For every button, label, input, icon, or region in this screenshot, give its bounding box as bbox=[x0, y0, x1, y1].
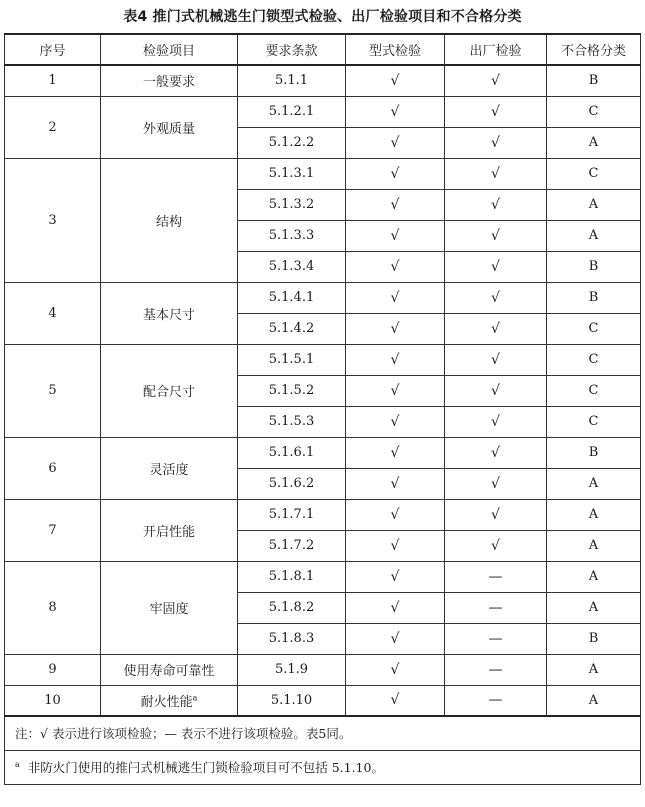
note-row bbox=[5, 716, 641, 750]
type-test-cell: √ bbox=[346, 437, 445, 468]
table-row bbox=[5, 654, 641, 685]
class-cell: C bbox=[547, 96, 641, 127]
row-number: 8 bbox=[5, 561, 101, 654]
clause-cell: 5.1.8.1 bbox=[238, 561, 346, 592]
clause-cell: 5.1.7.1 bbox=[238, 499, 346, 530]
class-cell: A bbox=[547, 468, 641, 499]
footnote-row bbox=[5, 750, 641, 784]
item-name: 一般要求 bbox=[101, 65, 238, 96]
factory-test-cell: — bbox=[445, 685, 547, 716]
type-test-cell: √ bbox=[346, 96, 445, 127]
table-row bbox=[5, 96, 641, 127]
item-name: 开启性能 bbox=[101, 499, 238, 561]
clause-cell: 5.1.4.1 bbox=[238, 282, 346, 313]
item-name: 牢固度 bbox=[101, 561, 238, 654]
class-cell: B bbox=[547, 65, 641, 96]
clause-cell: 5.1.3.2 bbox=[238, 189, 346, 220]
clause-cell: 5.1.7.2 bbox=[238, 530, 346, 561]
clause-cell: 5.1.1 bbox=[238, 65, 346, 96]
factory-test-cell: — bbox=[445, 654, 547, 685]
table-row bbox=[5, 344, 641, 375]
class-cell: B bbox=[547, 251, 641, 282]
factory-test-cell: √ bbox=[445, 251, 547, 282]
type-test-cell: √ bbox=[346, 189, 445, 220]
item-name: 结构 bbox=[101, 158, 238, 282]
header-cell: 检验项目 bbox=[101, 34, 238, 65]
row-number: 4 bbox=[5, 282, 101, 344]
type-test-cell: √ bbox=[346, 592, 445, 623]
class-cell: C bbox=[547, 344, 641, 375]
clause-cell: 5.1.10 bbox=[238, 685, 346, 716]
factory-test-cell: √ bbox=[445, 375, 547, 406]
factory-test-cell: √ bbox=[445, 406, 547, 437]
clause-cell: 5.1.8.3 bbox=[238, 623, 346, 654]
factory-test-cell: — bbox=[445, 623, 547, 654]
table-title: 表4 推门式机械逃生门锁型式检验、出厂检验项目和不合格分类 bbox=[123, 9, 522, 25]
factory-test-cell: √ bbox=[445, 499, 547, 530]
class-cell: B bbox=[547, 282, 641, 313]
factory-test-cell: √ bbox=[445, 96, 547, 127]
item-name bbox=[101, 685, 238, 716]
class-cell: A bbox=[547, 530, 641, 561]
clause-cell: 5.1.3.4 bbox=[238, 251, 346, 282]
factory-test-cell: √ bbox=[445, 65, 547, 96]
factory-test-cell: √ bbox=[445, 127, 547, 158]
table-row bbox=[5, 282, 641, 313]
class-cell: C bbox=[547, 375, 641, 406]
row-number: 3 bbox=[5, 158, 101, 282]
factory-test-cell: √ bbox=[445, 530, 547, 561]
clause-cell: 5.1.6.2 bbox=[238, 468, 346, 499]
class-cell: A bbox=[547, 685, 641, 716]
item-name-text: 耐火性能 bbox=[140, 694, 193, 710]
clause-cell: 5.1.3.3 bbox=[238, 220, 346, 251]
factory-test-cell: √ bbox=[445, 344, 547, 375]
type-test-cell: √ bbox=[346, 406, 445, 437]
clause-cell: 5.1.6.1 bbox=[238, 437, 346, 468]
row-number: 6 bbox=[5, 437, 101, 499]
factory-test-cell: — bbox=[445, 592, 547, 623]
row-number: 10 bbox=[5, 685, 101, 716]
factory-test-cell: √ bbox=[445, 437, 547, 468]
clause-cell: 5.1.2.2 bbox=[238, 127, 346, 158]
type-test-cell: √ bbox=[346, 282, 445, 313]
table-body bbox=[5, 65, 641, 784]
table-row bbox=[5, 685, 641, 716]
type-test-cell: √ bbox=[346, 685, 445, 716]
class-cell: A bbox=[547, 499, 641, 530]
clause-cell: 5.1.5.2 bbox=[238, 375, 346, 406]
type-test-cell: √ bbox=[346, 375, 445, 406]
type-test-cell: √ bbox=[346, 220, 445, 251]
item-name: 灵活度 bbox=[101, 437, 238, 499]
item-name: 使用寿命可靠性 bbox=[101, 654, 238, 685]
type-test-cell: √ bbox=[346, 158, 445, 189]
type-test-cell: √ bbox=[346, 561, 445, 592]
header-cell: 不合格分类 bbox=[547, 34, 641, 65]
footnote-marker: a bbox=[192, 693, 198, 703]
item-name: 基本尺寸 bbox=[101, 282, 238, 344]
class-cell: C bbox=[547, 406, 641, 437]
clause-cell: 5.1.5.1 bbox=[238, 344, 346, 375]
type-test-cell: √ bbox=[346, 313, 445, 344]
type-test-cell: √ bbox=[346, 499, 445, 530]
class-cell: B bbox=[547, 437, 641, 468]
row-number: 5 bbox=[5, 344, 101, 437]
factory-test-cell: √ bbox=[445, 468, 547, 499]
clause-cell: 5.1.4.2 bbox=[238, 313, 346, 344]
row-number: 1 bbox=[5, 65, 101, 96]
type-test-cell: √ bbox=[346, 654, 445, 685]
class-cell: A bbox=[547, 127, 641, 158]
note-text: 注：√ 表示进行该项检验；— 表示不进行该项检验。表5同。 bbox=[5, 716, 641, 750]
type-test-cell: √ bbox=[346, 468, 445, 499]
header-cell: 出厂检验 bbox=[445, 34, 547, 65]
class-cell: A bbox=[547, 189, 641, 220]
factory-test-cell: √ bbox=[445, 189, 547, 220]
footnote-cell bbox=[5, 750, 641, 784]
item-name: 配合尺寸 bbox=[101, 344, 238, 437]
row-number: 2 bbox=[5, 96, 101, 158]
factory-test-cell: √ bbox=[445, 220, 547, 251]
factory-test-cell: √ bbox=[445, 158, 547, 189]
type-test-cell: √ bbox=[346, 251, 445, 282]
clause-cell: 5.1.9 bbox=[238, 654, 346, 685]
type-test-cell: √ bbox=[346, 127, 445, 158]
class-cell: A bbox=[547, 654, 641, 685]
footnote-text: 非防火门使用的推闩式机械逃生门锁检验项目可不包括 5.1.10。 bbox=[27, 760, 384, 775]
clause-cell: 5.1.5.3 bbox=[238, 406, 346, 437]
class-cell: C bbox=[547, 313, 641, 344]
inspection-table bbox=[4, 33, 641, 785]
header-row bbox=[5, 34, 641, 65]
class-cell: A bbox=[547, 561, 641, 592]
item-name: 外观质量 bbox=[101, 96, 238, 158]
row-number: 9 bbox=[5, 654, 101, 685]
factory-test-cell: √ bbox=[445, 313, 547, 344]
clause-cell: 5.1.3.1 bbox=[238, 158, 346, 189]
type-test-cell: √ bbox=[346, 623, 445, 654]
type-test-cell: √ bbox=[346, 530, 445, 561]
factory-test-cell: √ bbox=[445, 282, 547, 313]
table-row bbox=[5, 561, 641, 592]
type-test-cell: √ bbox=[346, 344, 445, 375]
class-cell: A bbox=[547, 220, 641, 251]
header-cell: 型式检验 bbox=[346, 34, 445, 65]
row-number: 7 bbox=[5, 499, 101, 561]
class-cell: B bbox=[547, 623, 641, 654]
table-row bbox=[5, 65, 641, 96]
header-cell: 要求条款 bbox=[238, 34, 346, 65]
class-cell: A bbox=[547, 592, 641, 623]
clause-cell: 5.1.8.2 bbox=[238, 592, 346, 623]
clause-cell: 5.1.2.1 bbox=[238, 96, 346, 127]
table-row bbox=[5, 499, 641, 530]
table-row bbox=[5, 158, 641, 189]
type-test-cell: √ bbox=[346, 65, 445, 96]
header-cell: 序号 bbox=[5, 34, 101, 65]
class-cell: C bbox=[547, 158, 641, 189]
footnote-mark: a bbox=[15, 759, 20, 769]
table-row bbox=[5, 437, 641, 468]
factory-test-cell: — bbox=[445, 561, 547, 592]
